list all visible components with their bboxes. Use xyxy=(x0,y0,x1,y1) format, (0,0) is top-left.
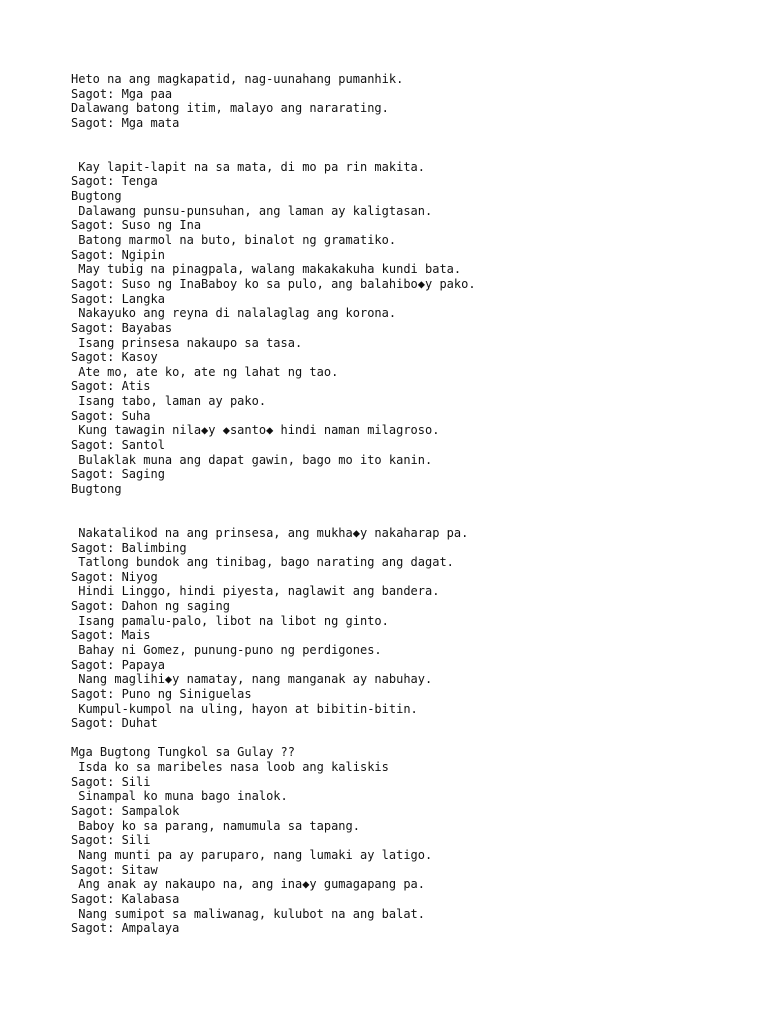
riddle-line: May tubig na pinagpala, walang makakakuha kundi bata. xyxy=(71,262,462,277)
answer-line: Sagot: Papaya xyxy=(71,657,165,672)
answer-line: Sagot: Kasoy xyxy=(71,350,158,365)
riddle-line: Tatlong bundok ang tinibag, bago narating ang dagat. xyxy=(71,555,454,570)
section-label: Bugtong xyxy=(71,189,122,204)
riddle-line: Ate mo, ate ko, ate ng lahat ng tao. xyxy=(71,364,339,379)
blank-line xyxy=(71,497,751,512)
answer-line: Sagot: Bayabas xyxy=(71,320,173,335)
riddle-line: Kay lapit-lapit na sa mata, di mo pa rin makita. xyxy=(71,159,426,174)
riddle-line: Nang sumipot sa maliwanag, kulubot na ang balat. xyxy=(71,906,426,921)
section-heading: Mga Bugtong Tungkol sa Gulay ?? xyxy=(71,745,295,760)
answer-line: Sagot: Ngipin xyxy=(71,247,165,262)
riddle-line: Isda ko sa maribeles nasa loob ang kaliskis xyxy=(71,760,389,775)
answer-line: Sagot: Sili xyxy=(71,774,151,789)
riddle-line: Isang pamalu-palo, libot na libot ng ginto. xyxy=(71,613,389,628)
section-label: Bugtong xyxy=(71,481,122,496)
riddle-line: Hindi Linggo, hindi piyesta, naglawit ang bandera. xyxy=(71,584,440,599)
answer-line: Sagot: Puno ng Siniguelas xyxy=(71,686,252,701)
answer-line: Sagot: Sili xyxy=(71,833,151,848)
answer-line: Sagot: Atis xyxy=(71,379,151,394)
riddle-line: Bahay ni Gomez, punung-puno ng perdigones. xyxy=(71,642,382,657)
answer-line: Sagot: Niyog xyxy=(71,569,158,584)
blank-line xyxy=(71,145,751,160)
answer-line: Sagot: Suso ng Ina xyxy=(71,218,202,233)
riddle-line: Sinampal ko muna bago inalok. xyxy=(71,789,288,804)
answer-line: Sagot: Sampalok xyxy=(71,804,180,819)
riddle-line: Nakatalikod na ang prinsesa, ang mukha◆y nakaharap pa. xyxy=(71,525,469,540)
riddle-line: Baboy ko sa parang, namumula sa tapang. xyxy=(71,818,360,833)
riddle-line: Heto na ang magkapatid, nag-uunahang pumanhik. xyxy=(71,72,404,86)
answer-line: Sagot: Mga mata xyxy=(71,115,180,130)
answer-line: Sagot: Suha xyxy=(71,408,151,423)
riddle-line: Dalawang punsu-punsuhan, ang laman ay kaligtasan. xyxy=(71,203,433,218)
riddle-line: Nakayuko ang reyna di nalalaglag ang korona. xyxy=(71,306,397,321)
document-body xyxy=(71,72,751,936)
answer-line: Sagot: Saging xyxy=(71,467,165,482)
answer-line: Sagot: Santol xyxy=(71,438,165,453)
riddle-line: Ang anak ay nakaupo na, ang ina◆y gumagapang pa. xyxy=(71,877,426,892)
riddle-line: Nang maglihi◆y namatay, nang manganak ay nabuhay. xyxy=(71,672,433,687)
blank-line xyxy=(71,731,751,746)
answer-line: Sagot: Mga paa xyxy=(71,86,173,101)
riddle-line: Isang tabo, laman ay pako. xyxy=(71,394,267,409)
riddle-line: Kumpul-kumpol na uling, hayon at bibitin-bitin. xyxy=(71,701,418,716)
answer-line: Sagot: Langka xyxy=(71,291,165,306)
riddle-line: Bulaklak muna ang dapat gawin, bago mo ito kanin. xyxy=(71,452,433,467)
answer-line: Sagot: Sitaw xyxy=(71,862,158,877)
answer-line: Sagot: Suso ng InaBaboy ko sa pulo, ang balahibo◆y pako. xyxy=(71,276,476,291)
answer-line: Sagot: Tenga xyxy=(71,174,158,189)
answer-line: Sagot: Duhat xyxy=(71,716,158,731)
answer-line: Sagot: Dahon ng saging xyxy=(71,599,230,614)
riddle-line: Isang prinsesa nakaupo sa tasa. xyxy=(71,335,303,350)
riddle-line: Dalawang batong itim, malayo ang nararating. xyxy=(71,101,389,116)
answer-line: Sagot: Balimbing xyxy=(71,540,187,555)
blank-line xyxy=(71,131,751,146)
answer-line: Sagot: Ampalaya xyxy=(71,921,180,936)
blank-line xyxy=(71,511,751,526)
riddle-line: Batong marmol na buto, binalot ng gramatiko. xyxy=(71,233,397,248)
answer-line: Sagot: Kalabasa xyxy=(71,891,180,906)
riddle-line: Nang munti pa ay paruparo, nang lumaki ay latigo. xyxy=(71,847,433,862)
riddle-line: Kung tawagin nila◆y ◆santo◆ hindi naman milagroso. xyxy=(71,423,440,438)
answer-line: Sagot: Mais xyxy=(71,628,151,643)
